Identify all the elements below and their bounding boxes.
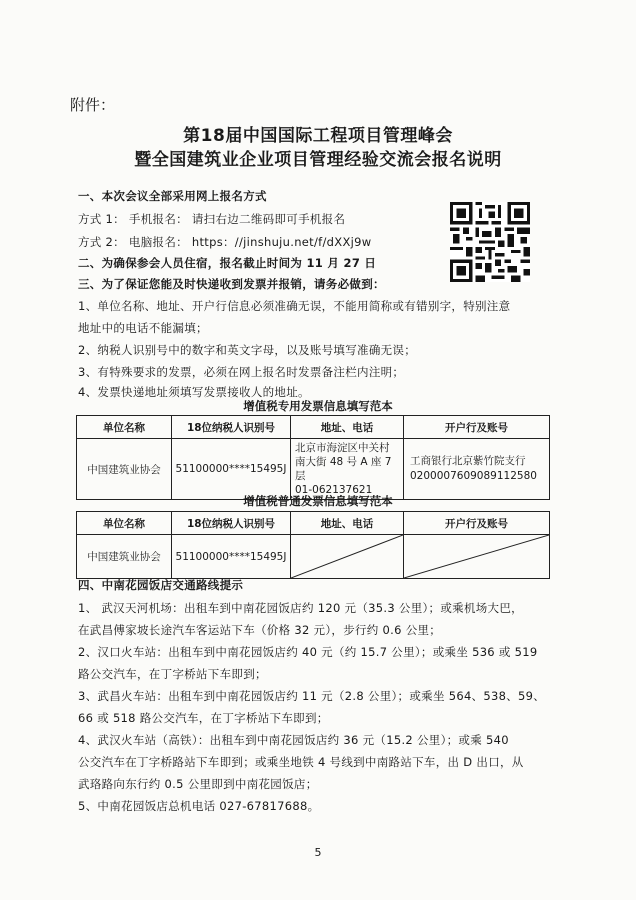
bank-account: 0200007609089112580 xyxy=(410,470,537,482)
address-line: 南大街 48 号 A 座 7 层 xyxy=(295,456,392,482)
rule4-line: 4、发票快递地址须填写发票接收人的地址。 xyxy=(78,385,310,399)
table-b-caption: 增值税普通发票信息填写范本 xyxy=(243,494,393,508)
col-header-name: 单位名称 xyxy=(77,512,172,535)
cell-bank-empty xyxy=(404,535,550,579)
route3-line-cont: 66 或 518 路公交汽车，在丁字桥站下车即到； xyxy=(78,711,329,725)
route2-line: 2、汉口火车站：出租车到中南花园饭店约 40 元（约 15.7 公里）；或乘坐 536 或 519 xyxy=(78,645,538,659)
route4-line-cont2: 武珞路向东行约 0.5 公里即到中南花园饭店； xyxy=(78,777,318,791)
col-header-bank: 开户行及账号 xyxy=(404,416,550,439)
address-line: 北京市海淀区中关村 xyxy=(295,442,390,454)
cell-address-empty xyxy=(291,535,404,579)
col-header-bank: 开户行及账号 xyxy=(404,512,550,535)
cell-taxid: 51100000****15495J xyxy=(172,535,291,579)
col-header-name: 单位名称 xyxy=(77,416,172,439)
page-number: 5 xyxy=(314,846,322,859)
bank-name: 工商银行北京紫竹院支行 xyxy=(410,455,526,467)
rule1-line: 1、单位名称、地址、开户行信息必须准确无误，不能用简称或有错别字，特别注意 xyxy=(78,299,511,313)
cell-address xyxy=(291,439,404,500)
document-title-line2: 暨全国建筑业企业项目管理经验交流会报名说明 xyxy=(134,150,502,170)
cell-bank xyxy=(404,439,550,500)
method1-line: 方式 1： 手机报名： 请扫右边二维码即可手机报名 xyxy=(78,212,346,226)
rule2-line: 2、纳税人识别号中的数字和英文字母，以及账号填写准确无误； xyxy=(78,343,417,357)
phone-line: 01-062137621 xyxy=(295,484,373,496)
route1-line: 1、 武汉天河机场：出租车到中南花园饭店约 120 元（35.3 公里）；或乘机场大巴， xyxy=(78,601,523,615)
method2-line[interactable]: 方式 2： 电脑报名： https：//jinshuju.net/f/dXXj9w xyxy=(78,235,372,249)
diagonal-slash xyxy=(404,535,549,578)
cell-name: 中国建筑业协会 xyxy=(77,535,172,579)
route4-line-cont: 公交汽车在丁字桥路站下车即到；或乘坐地铁 4 号线到中南路站下车，出 D 出口，从 xyxy=(78,755,524,769)
table-a-caption: 增值税专用发票信息填写范本 xyxy=(243,399,393,413)
col-header-address: 地址、电话 xyxy=(291,416,404,439)
cell-taxid: 51100000****15495J xyxy=(172,439,291,500)
attachment-label: 附件： xyxy=(70,96,116,114)
col-header-taxid: 18位纳税人识别号 xyxy=(172,512,291,535)
diagonal-slash xyxy=(291,535,403,578)
section2-heading: 二、为确保参会人员住宿，报名截止时间为 11 月 27 日 xyxy=(78,256,377,270)
special-invoice-table xyxy=(76,415,550,500)
route3-line: 3、武昌火车站：出租车到中南花园饭店约 11 元（2.8 公里）；或乘坐 564、538、59、 xyxy=(78,689,546,703)
cell-name: 中国建筑业协会 xyxy=(77,439,172,500)
document-title-line1: 第18届中国国际工程项目管理峰会 xyxy=(183,126,453,146)
route2-line-cont: 路公交汽车，在丁字桥站下车即到； xyxy=(78,667,267,681)
rule1-line-cont: 地址中的电话不能漏填； xyxy=(78,321,208,335)
route4-line: 4、武汉火车站（高铁）：出租车到中南花园饭店约 36 元（15.2 公里）；或乘 540 xyxy=(78,733,509,747)
section3-heading: 三、为了保证您能及时快递收到发票并报销，请务必做到： xyxy=(78,277,385,291)
section1-heading: 一、本次会议全部采用网上报名方式 xyxy=(78,189,267,203)
qr-code[interactable] xyxy=(450,202,530,282)
col-header-address: 地址、电话 xyxy=(291,512,404,535)
route1-line-cont: 在武昌傅家坡长途汽车客运站下车（价格 32 元），步行约 0.6 公里； xyxy=(78,623,442,637)
rule3-line: 3、有特殊要求的发票，必须在网上报名时发票备注栏内注明； xyxy=(78,365,405,379)
section4-heading: 四、中南花园饭店交通路线提示 xyxy=(78,578,244,592)
general-invoice-table xyxy=(76,511,550,579)
col-header-taxid: 18位纳税人识别号 xyxy=(172,416,291,439)
hotel-phone-line: 5、中南花园饭店总机电话 027-67817688。 xyxy=(78,799,320,813)
